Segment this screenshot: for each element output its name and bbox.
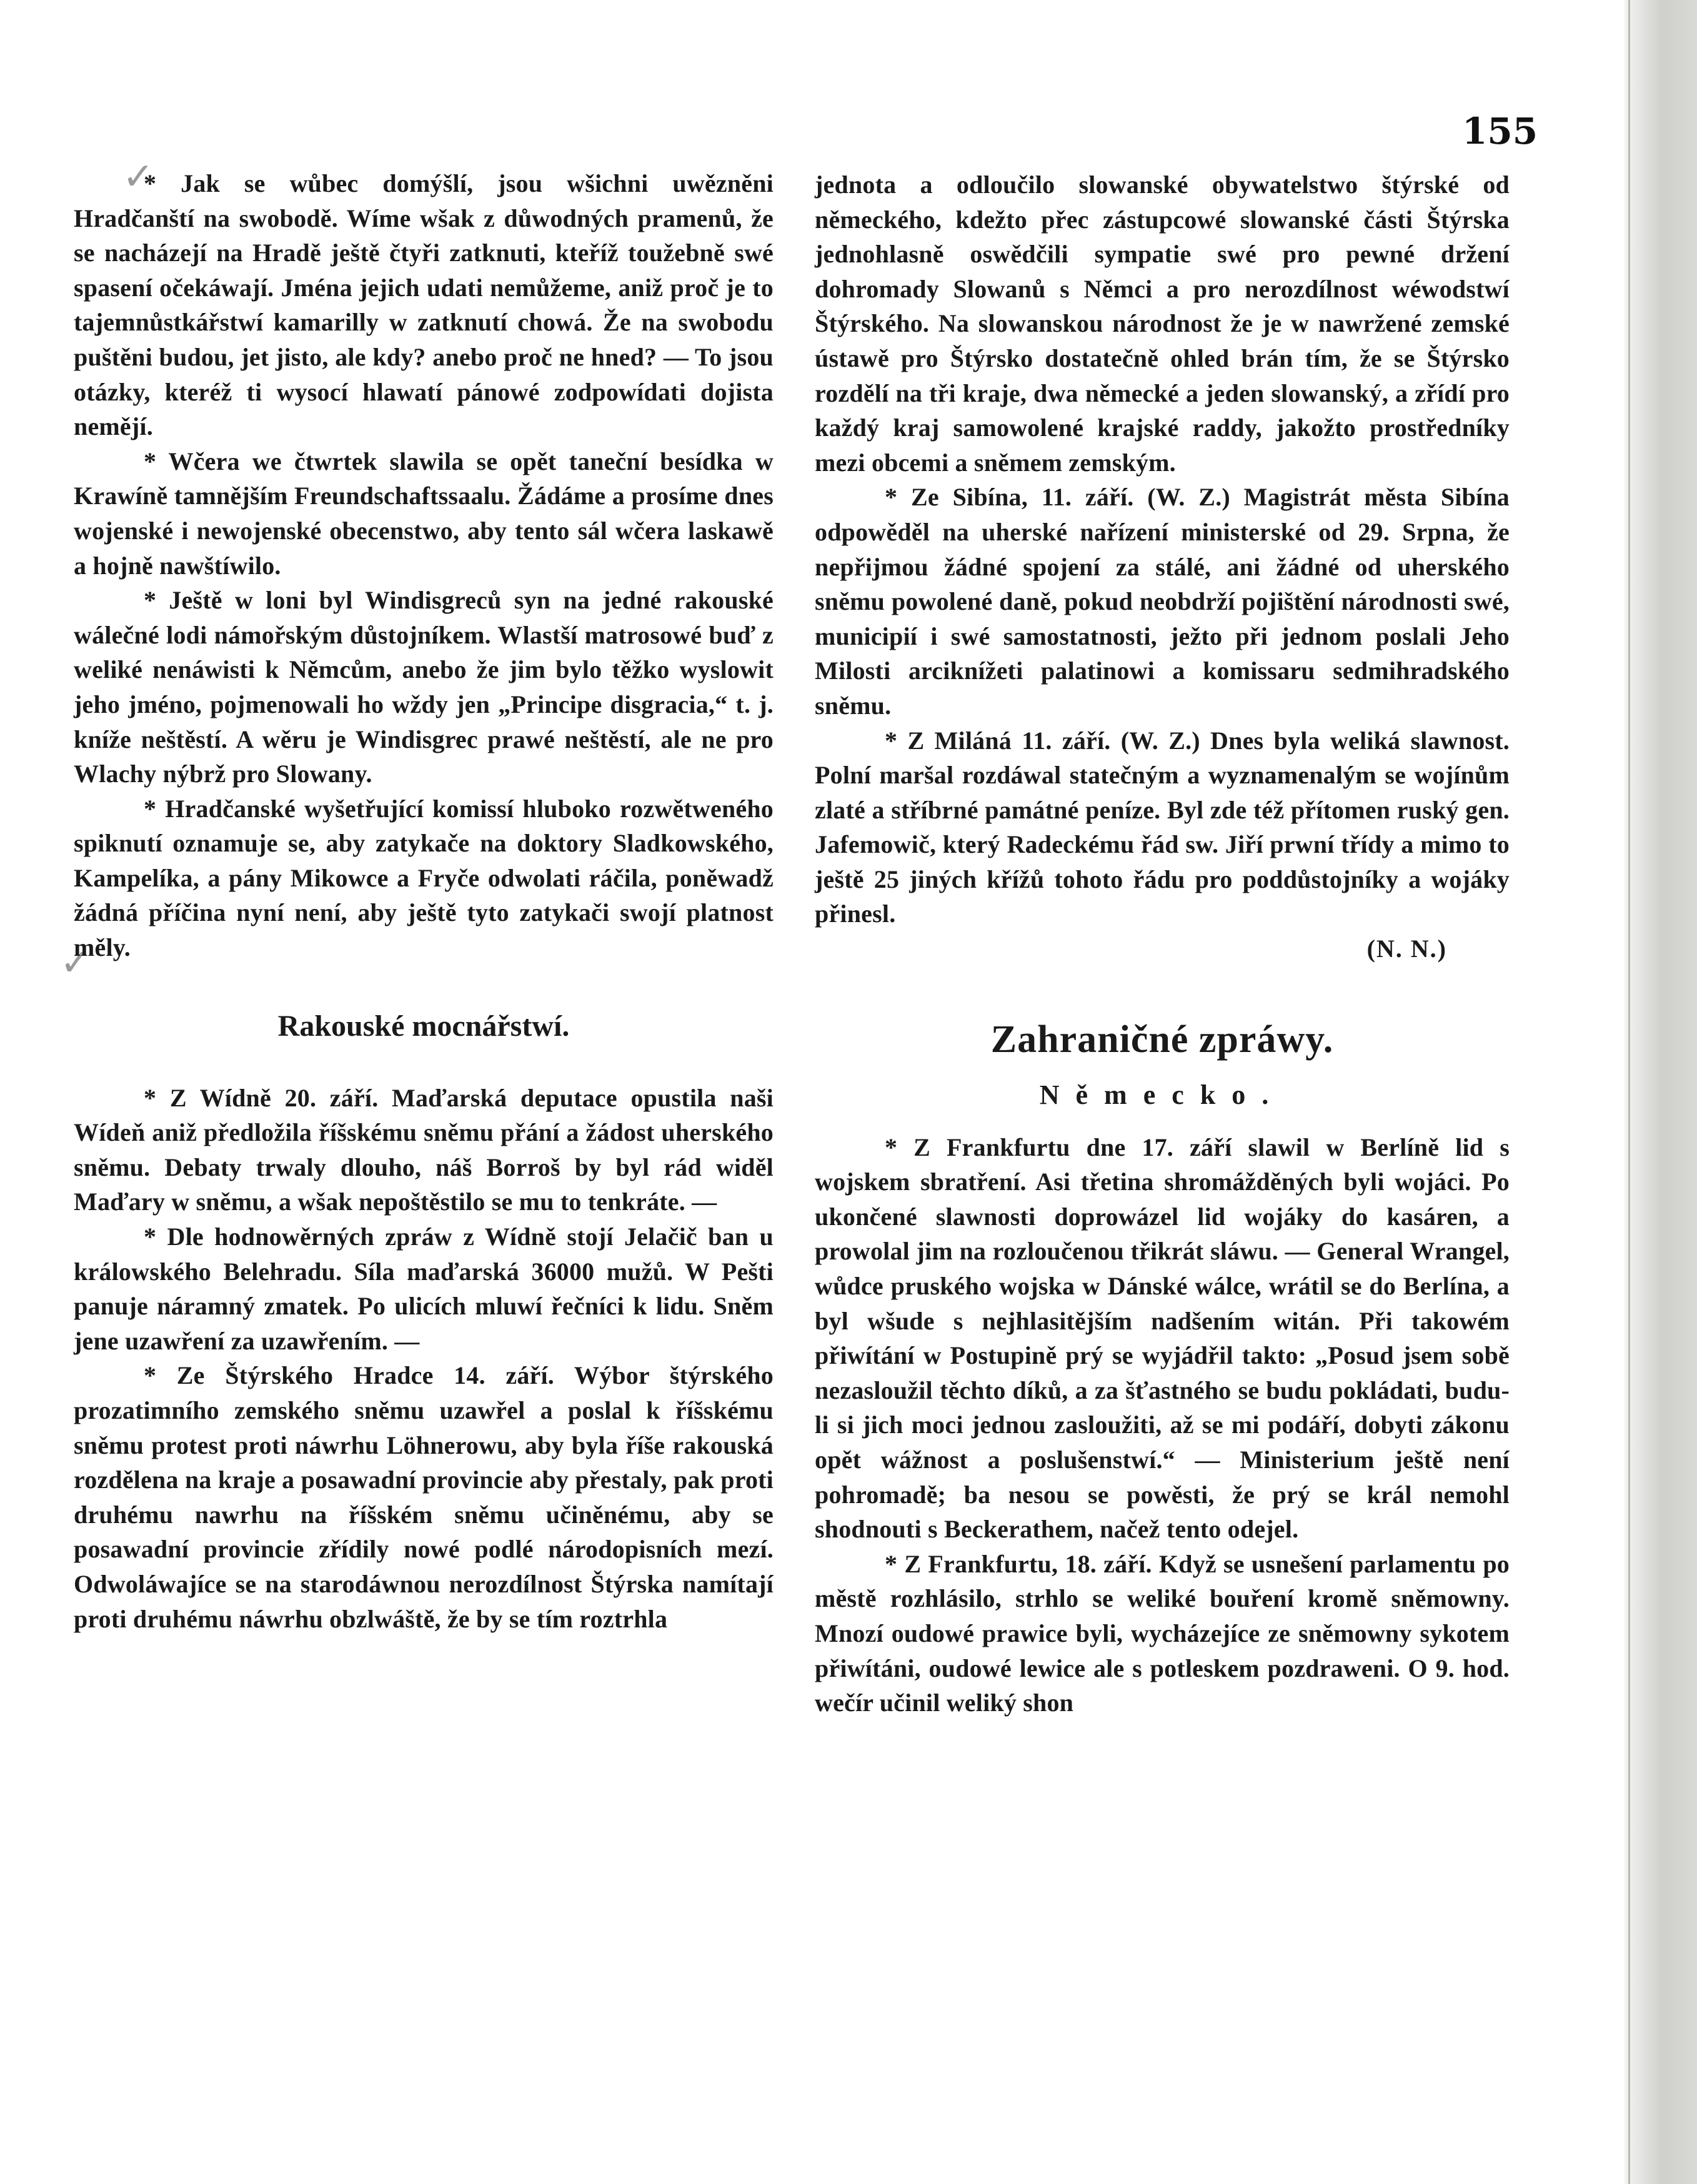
right-column [815,167,1510,1720]
news-paragraph: * Hradčanské wyšetřující komissí hluboko rozwětweného spiknutí oznamuje se, aby zatykače na doktory Sladkowského, Kampelíka, a pány Mikowce a Fryče odwolati ráčila, poněwadž žádná příčina nyní není, aby ještě tyto zatykači swojí platnost měly. [74,794,774,962]
page-number: 155 [1462,110,1538,152]
news-paragraph: * Ze Sibína, 11. září. (W. Z.) Magistrát města Sibína odpowěděl na uherské nařízení ministerské od 29. Srpna, že nepřijmou žádné spojení za stálé, ani žádné od uherského sněmu powolené daně, pokud neobdrží pojištění národnosti swé, municipií i swé samostatnosti, ježto při jednom poslali Jeho Milosti arciknížeti palatinowi a komissaru sedmihradského sněmu. [815,483,1510,720]
news-paragraph: * Z Miláná 11. září. (W. Z.) Dnes byla weliká slawnost. Polní maršal rozdáwal statečným a wyznamenalým se wojínům zlaté a stříbrné památné peníze. Byl zde též přítomen ruský gen. Jafemowič, který Radeckému řád sw. Jiří prwní třídy a mimo to ještě 25 jiných křížů tohoto řádu pro poddůstojníky a wojáky přinesl. [815,726,1510,928]
news-paragraph: * Z Frankfurtu, 18. září. Když se usnešení parlamentu po městě rozhlásilo, strhlo se weliké bouření kromě sněmowny. Mnozí oudowé prawice byli, wycházejíce ze sněmowny sykotem přiwítáni, oudowé lewice ale s potleskem pozdraweni. O 9. hod. wečír učinil weliký shon [815,1549,1510,1717]
section-heading: Rakouské mocnářstwí. [277,1009,570,1043]
pencil-check-mark: ✓ [122,155,154,199]
news-paragraph: * Jak se wůbec domýšlí, jsou wšichni uwězněni Hradčanští na swobodě. Wíme wšak z důwodných pramenů, že se nacházejí na Hradě ještě čtyři zatknuti, kteříž toužebně swé spasení očekáwají. Jména jejich udati nemůžeme, aniž proč je to tajemnůstkářstwí kamarilly w zatknutí chowá. Že na swobodu puštěni budou, jet jisto, ale kdy? anebo proč ne hned? — To jsou otázky, kteréž ti wysocí hlawatí pánowé zodpowídati dojista nemějí. [74,169,774,441]
news-paragraph: * Wčera we čtwrtek slawila se opět taneční besídka w Krawíně tamnějším Freundschaftssaalu. Žádáme a prosíme dnes wojenské i newojenské obecenstwo, aby tento sál wčera laskawě a hojně nawštíwilo. [74,447,774,580]
news-paragraph: * Ještě w loni byl Windisgreců syn na jedné rakouské wálečné lodi námořským důstojníkem. Wlastší matrosowé buď z weliké nenáwisti k Němcům, anebo že jim bylo těžko wyslowit jeho jméno, pojmenowali ho wždy jen „Principe disgracia,“ t. j. kníže neštěstí. A wěru je Windisgrec prawé neštěstí, ale ne pro Wlachy nýbrž pro Slowany. [74,586,774,788]
news-paragraph: jednota a odloučilo slowanské obywatelstwo štýrské od německého, kdežto přec zástupcowé slowanské části Štýrska jednohlasně oswědčili sympatie swé pro pewné držení dohromady Slowanů s Němci a pro nerozdílnost wéwodstwí Štýrského. Na slowanskou národnost že je w nawržené zemské ústawě pro Štýrsko dostatečně ohled brán tím, že se Štýrsko rozdělí na tři kraje, dwa německé a jeden slowanský, a zřídí pro každý kraj samowolené krajské raddy, jakožto prostředníky mezi obcemi a sněmem zemským. [815,171,1510,477]
author-signature: (N. N.) [1366,935,1447,963]
news-paragraph: * Dle hodnowěrných zpráw z Wídně stojí Jelačič ban u králowského Belehradu. Síla maďarská 36000 mužů. W Pešti panuje náramný zmatek. Po ulicích mluwí řečníci k lidu. Sněm jene uzawření za uzawřením. — [74,1223,774,1355]
country-subheading: Německo. [1039,1079,1285,1110]
news-paragraph: * Ze Štýrského Hradce 14. září. Wýbor štýrského prozatimního zemského sněmu uzawřel a poslal k říšskému sněmu protest proti náwrhu Löhnerowu, aby byla říše rakouská rozdělena na kraje a posawadní provincie aby přestaly, pak proti druhému nawrhu na říšském sněmu učiněnému, aby se posawadní provincie zřídily nowé podlé národopisních mezí. Odwoláwajíce se na starodáwnou nerozdílnost Štýrska namítají proti druhému náwrhu obzlwáště, že by se tím roztrhla [74,1361,774,1633]
pencil-check-mark: ✓ [60,941,92,985]
news-paragraph: * Z Frankfurtu dne 17. září slawil w Berlíně lid s wojskem sbratření. Asi třetina shromážděných byli wojáci. Po ukončené slawnosti doprowázel lid wojáky do kasáren, a prowolal jim na rozloučenou třikrát sláwu. — General Wrangel, wůdce pruského wojska w Dánské wálce, wrátil se do Berlína, a byl wšude s nejhlasitějším nadšením witán. Při takowém přiwítání w Postupině prý se wyjádřil takto: „Posud jsem sobě nezasloužil těchto díků, a za šťastného se budu pokládati, budu-li si jich moci jednou zasloužiti, až se mi podáří, dobyti zákonu opět wážnost a poslušenstwí.“ — Ministerium ještě není pohromadě; ba nesou se powěsti, že prý se král nemohl shodnouti s Beckerathem, načež tento odejel. [815,1133,1510,1544]
news-paragraph: * Z Wídně 20. září. Maďarská deputace opustila naši Wídeň aniž předložila říšskému sněmu přání a žádost uherského sněmu. Debaty trwaly dlouho, náš Borroš by byl rád widěl Maďary w sněmu, a wšak nepoštěstilo se mu to tenkráte. — [74,1083,774,1216]
left-column [74,166,774,1636]
scan-page-edge [1625,0,1697,2184]
scan-page-rim [1628,0,1630,2184]
major-heading: Zahraničné zpráwy. [990,1018,1334,1061]
